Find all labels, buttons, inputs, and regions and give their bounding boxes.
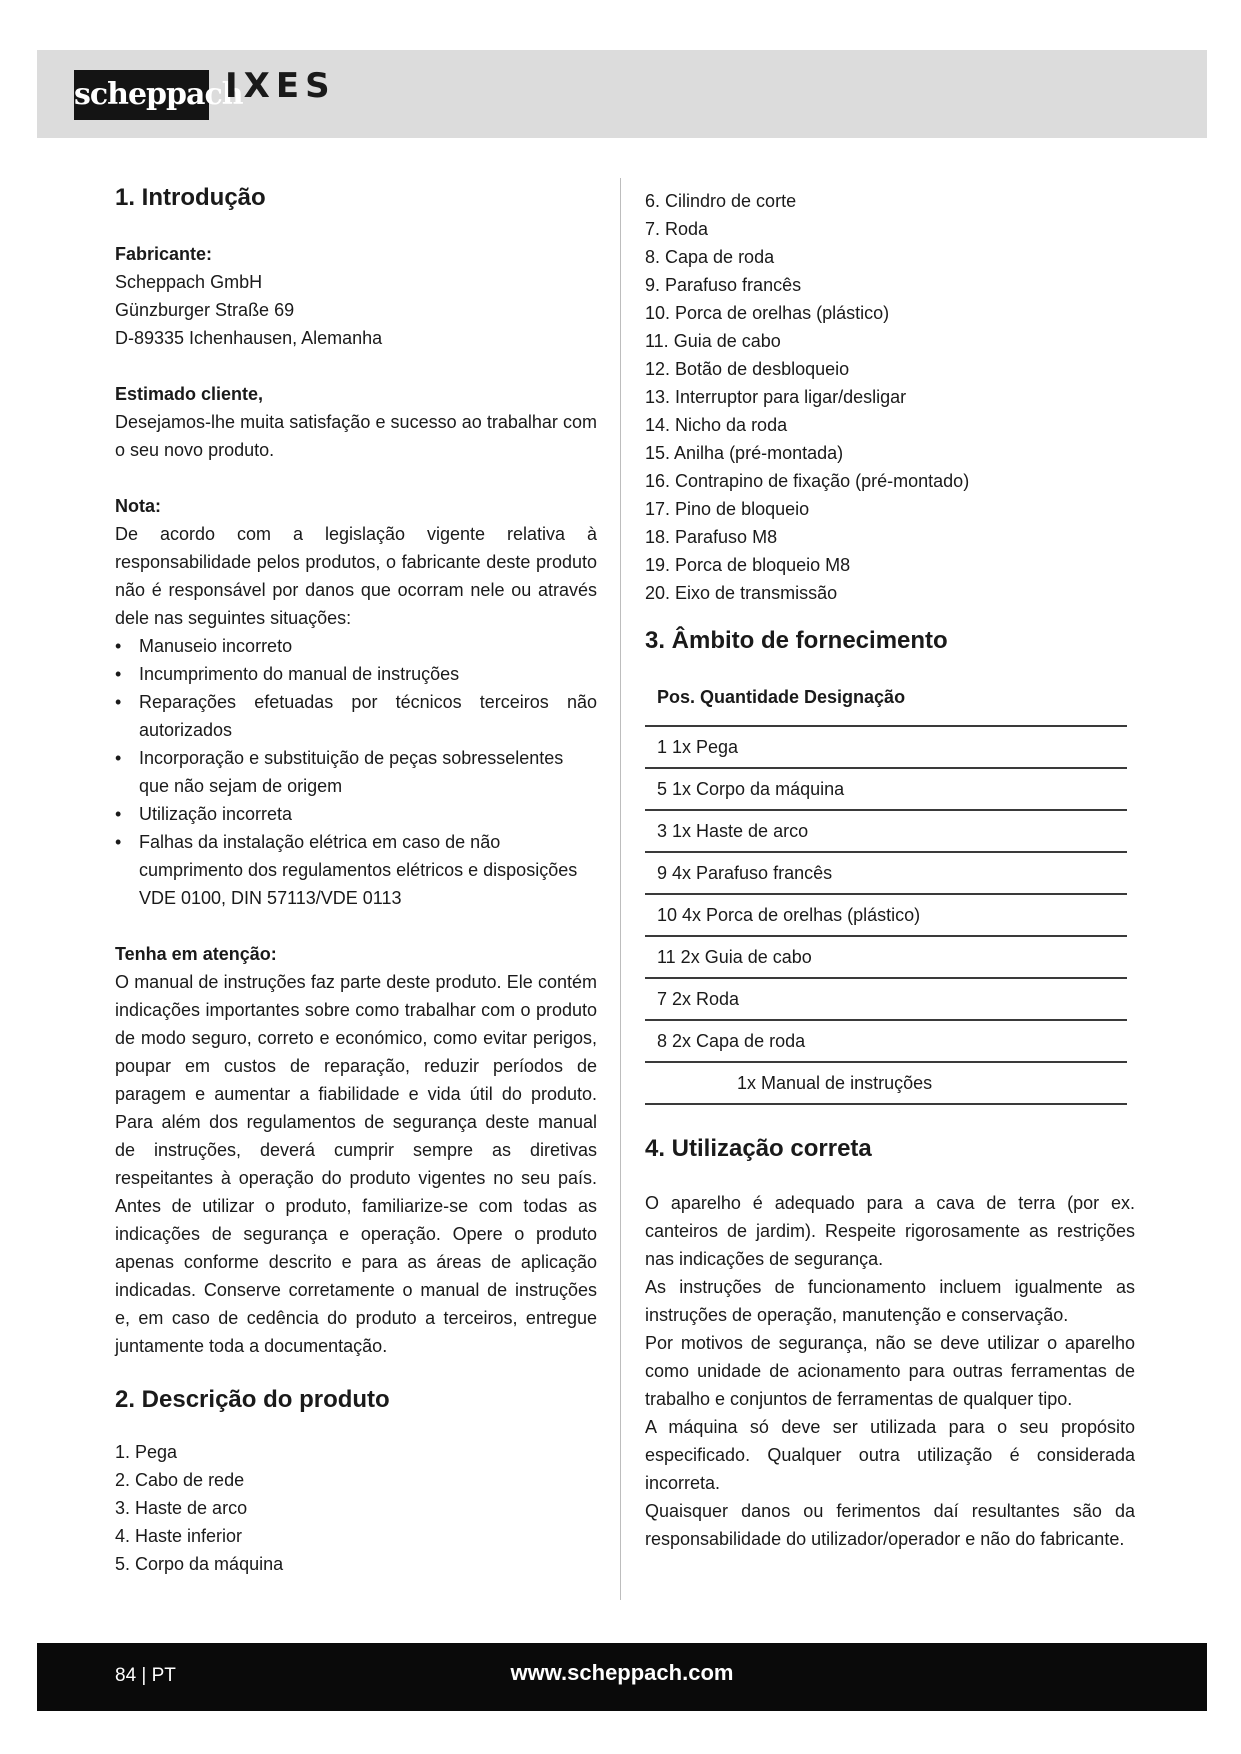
parts-list-b <box>645 187 1135 607</box>
website-link[interactable]: www.scheppach.com <box>510 1660 734 1685</box>
table-cell: 7 2x Roda <box>645 978 1127 1020</box>
table-cell: 10 4x Porca de orelhas (plástico) <box>645 894 1127 936</box>
table-row <box>645 852 1127 894</box>
list-item: 14. Nicho da roda <box>645 415 788 435</box>
use-paragraph: Por motivos de segurança, não se deve utilizar o aparelho como unidade de acionamento para outras ferramentas de trabalho e conjuntos de ferramentas de qualquer tipo. <box>645 1333 1135 1409</box>
list-item: • Reparações efetuadas por técnicos terceiros não autorizados <box>115 688 597 744</box>
dear-customer-text: Desejamos-lhe muita satisfação e sucesso ao trabalhar com o seu novo produto. <box>115 412 597 460</box>
ixes-logo: IXES <box>225 66 336 106</box>
column-divider <box>620 178 621 1600</box>
list-item: 9. Parafuso francês <box>645 275 802 295</box>
attention-text: O manual de instruções faz parte deste produto. Ele contém indicações importantes sobre como trabalhar com o produto de modo seguro, correto e económico, como evitar perigos, poupar em custos de reparação, reduzir períodos de paragem e aumentar a fiabilidade e vida útil do produto. Para além dos regulamentos de segurança deste manual de instruções, deverá cumprir sempre as diretivas respeitantes à operação do produto vigentes no seu país. Antes de utilizar o produto, familiarize-se com todas as indicações de segurança e operação. Opere o produto apenas conforme descrito e para as áreas de aplicação indicadas. Conserve corretamente o manual de instruções e, em caso de cedência do produto a terceiros, entregue juntamente toda a documentação. <box>115 972 597 1356</box>
note-text: De acordo com a legislação vigente relativa à responsabilidade pelos produtos, o fabricante deste produto não é responsável por danos que ocorram nele ou através dele nas seguintes situações: <box>115 524 597 628</box>
list-item: • Falhas da instalação elétrica em caso de não cumprimento dos regulamentos elétricos e disposições VDE 0100, DIN 57113/VDE 0113 <box>115 828 597 912</box>
table-header-row <box>645 673 1127 726</box>
table-cell: 1 1x Pega <box>645 726 1127 768</box>
list-item: 6. Cilindro de corte <box>645 191 797 211</box>
note-bullet-list <box>115 632 597 912</box>
table-cell: 3 1x Haste de arco <box>645 810 1127 852</box>
table-row <box>645 810 1127 852</box>
table-row <box>645 978 1127 1020</box>
list-item: 1. Pega <box>115 1442 178 1462</box>
table-cell: 5 1x Corpo da máquina <box>645 768 1127 810</box>
list-item: • Manuseio incorreto <box>115 632 597 660</box>
attention-label: Tenha em atenção: <box>115 944 277 964</box>
right-column <box>645 187 1135 1553</box>
parts-list-a <box>115 1438 597 1578</box>
list-item: 7. Roda <box>645 219 709 239</box>
section-title-intended-use: 4. Utilização correta <box>645 1135 872 1162</box>
section-title-scope-of-delivery: 3. Âmbito de fornecimento <box>645 627 948 654</box>
page-number: 84 | PT <box>115 1665 176 1686</box>
list-item: 5. Corpo da máquina <box>115 1554 284 1574</box>
list-item: • Utilização incorreta <box>115 800 597 828</box>
manufacturer-label: Fabricante: <box>115 244 213 264</box>
table-row <box>645 936 1127 978</box>
manufacturer-line: Scheppach GmbH <box>115 272 263 292</box>
list-item: 19. Porca de bloqueio M8 <box>645 555 851 575</box>
section-title-introduction: 1. Introdução <box>115 184 266 211</box>
list-item: 15. Anilha (pré-montada) <box>645 443 844 463</box>
table-row <box>645 726 1127 768</box>
table-row <box>645 1020 1127 1062</box>
left-column <box>115 180 597 1578</box>
table-row <box>645 768 1127 810</box>
list-item: 8. Capa de roda <box>645 247 775 267</box>
list-item: 16. Contrapino de fixação (pré-montado) <box>645 471 970 491</box>
use-paragraph: O aparelho é adequado para a cava de terra (por ex. canteiros de jardim). Respeite rigorosamente as restrições nas indicações de segurança. <box>645 1193 1135 1269</box>
list-item: 11. Guia de cabo <box>645 331 781 351</box>
note-label: Nota: <box>115 496 161 516</box>
table-header: Pos. Quantidade Designação <box>645 673 1127 726</box>
list-item: 12. Botão de desbloqueio <box>645 359 850 379</box>
dear-customer-label: Estimado cliente, <box>115 384 264 404</box>
list-item: • Incorporação e substituição de peças sobresselentes que não sejam de origem <box>115 744 597 800</box>
list-item: 3. Haste de arco <box>115 1498 248 1518</box>
manufacturer-line: Günzburger Straße 69 <box>115 300 295 320</box>
list-item: 20. Eixo de transmissão <box>645 583 838 603</box>
list-item: • Incumprimento do manual de instruções <box>115 660 597 688</box>
list-item: 18. Parafuso M8 <box>645 527 778 547</box>
delivery-table <box>645 673 1127 1105</box>
section-title-product-description: 2. Descrição do produto <box>115 1386 390 1413</box>
list-item: 4. Haste inferior <box>115 1526 243 1546</box>
table-cell: 1x Manual de instruções <box>645 1062 1127 1104</box>
use-paragraph: A máquina só deve ser utilizada para o seu propósito especificado. Qualquer outra utilização é considerada incorreta. <box>645 1417 1135 1493</box>
table-cell: 9 4x Parafuso francês <box>645 852 1127 894</box>
footer-band <box>37 1643 1207 1711</box>
table-cell: 11 2x Guia de cabo <box>645 936 1127 978</box>
list-item: 10. Porca de orelhas (plástico) <box>645 303 890 323</box>
use-paragraph: Quaisquer danos ou ferimentos daí resultantes são da responsabilidade do utilizador/operador e não do fabricante. <box>645 1501 1135 1549</box>
use-paragraph: As instruções de funcionamento incluem igualmente as instruções de operação, manutenção e conservação. <box>645 1277 1135 1325</box>
table-cell: 8 2x Capa de roda <box>645 1020 1127 1062</box>
scheppach-logo: scheppach <box>74 70 209 120</box>
manufacturer-line: D-89335 Ichenhausen, Alemanha <box>115 328 383 348</box>
list-item: 17. Pino de bloqueio <box>645 499 810 519</box>
table-row <box>645 894 1127 936</box>
list-item: 13. Interruptor para ligar/desligar <box>645 387 907 407</box>
list-item: 2. Cabo de rede <box>115 1470 245 1490</box>
table-row <box>645 1062 1127 1104</box>
